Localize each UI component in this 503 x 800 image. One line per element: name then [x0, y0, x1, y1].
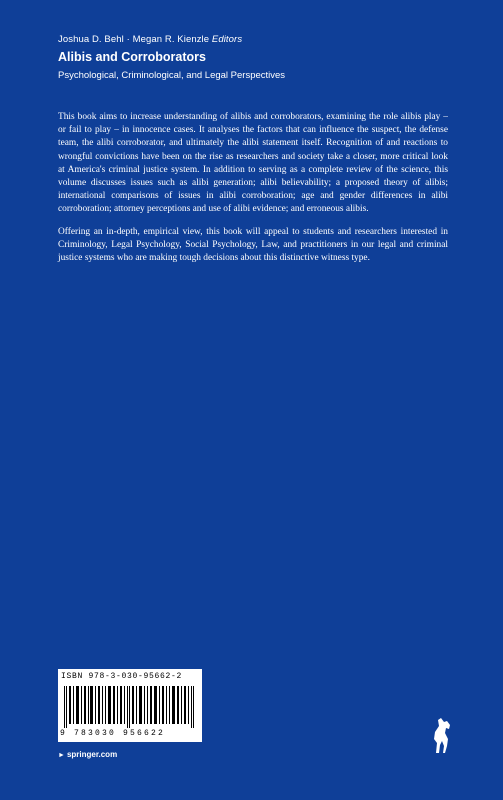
book-title: Alibis and Corroborators — [58, 50, 206, 64]
isbn-label: ISBN 978-3-030-95662-2 — [61, 672, 183, 681]
arrow-icon: ► — [58, 752, 65, 759]
barcode-digits: 9 783030 956622 — [60, 729, 166, 738]
blurb-paragraph-1: This book aims to increase understanding of alibis and corroborators, examining the role alibis play – or fail to play – in innocence cases. It analyses the factors that can influence the suspect, the defense team, the alibi corroborator, and ultimately the alibi statement itself. Recognition of and reactions to wrongful convictions have been on the rise as researchers and society take a closer, more critical look at America's criminal justice system. In addition to serving as a complete review of the science, this volume discusses issues such as alibi generation; alibi believability; a proposed theory of alibis; international comparisons of issues in alibi corroboration; age and gender differences in alibi corroboration; attorney perceptions and use of alibi evidence; and erroneous alibis. — [58, 112, 448, 215]
barcode-box — [58, 669, 202, 742]
blurb-paragraph-2: Offering an in-depth, empirical view, this book will appeal to students and researchers interested in Criminology, Legal Psychology, Social Psychology, Law, and practitioners in our legal and criminal justice systems who are making tough decisions about this distinctive witness type. — [58, 226, 448, 264]
editors-role: Editors — [211, 34, 243, 45]
publisher-url — [58, 750, 117, 759]
editors-names: Joshua D. Behl · Megan R. Kienzle — [58, 34, 210, 45]
publisher-url-text: springer.com — [66, 750, 118, 759]
blurb — [58, 111, 448, 274]
book-subtitle: Psychological, Criminological, and Legal Perspectives — [58, 70, 286, 81]
editors-line — [58, 34, 242, 45]
springer-horse-icon — [427, 715, 457, 755]
barcode-icon — [60, 686, 200, 728]
